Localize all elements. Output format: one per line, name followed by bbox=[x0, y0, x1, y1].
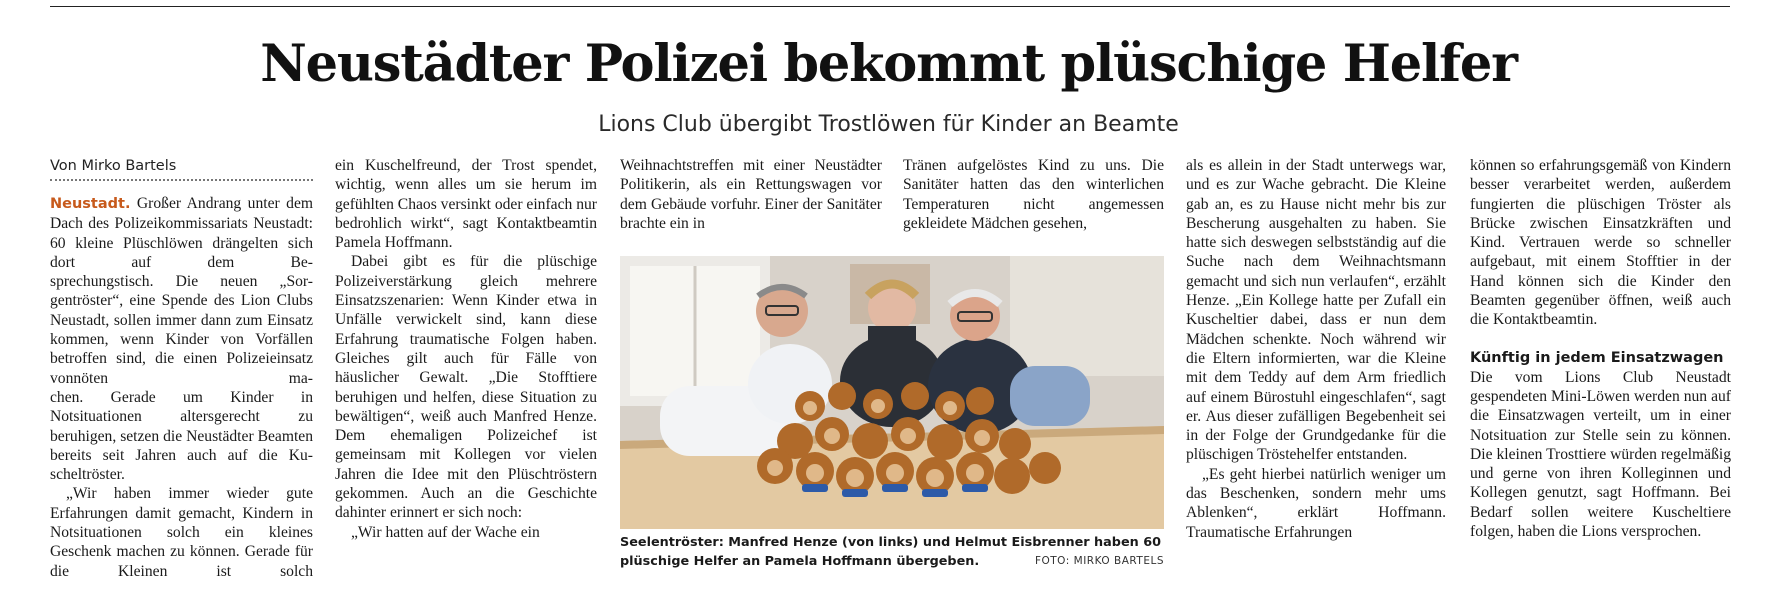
paragraph: „Es geht hierbei natürlich weniger um das Beschenken, sondern mehr ums Ablenken“, erklärt Hoffmann. Traumatische Erfahrungen bbox=[1186, 465, 1446, 541]
article-column-6 bbox=[1470, 156, 1731, 541]
crosshead: Künftig in jedem Einsatzwagen bbox=[1470, 349, 1724, 366]
subheadline: Lions Club übergibt Trostlöwen für Kinder an Beamte bbox=[598, 112, 1179, 137]
photo-credit: FOTO: MIRKO BARTELS bbox=[1034, 555, 1164, 567]
paragraph: Weihnachtstreffen mit einer Neustädter Politikerin, als ein Rettungswagen vor dem Gebäude vorfuhr. Einer der Sanitäter brachte ein in bbox=[620, 157, 882, 232]
paragraph: scheltröster. bbox=[50, 466, 125, 484]
paragraph: Tränen aufgelöstes Kind zu uns. Die Sanitäter hatten das den winterlichen Temperaturen nicht angemessen gekleidete Mädchen gesehen, bbox=[903, 157, 1164, 232]
article-column-1 bbox=[50, 156, 313, 581]
article-column-5 bbox=[1186, 156, 1446, 542]
paragraph: Neustadt. Großer Andrang unter dem Dach des Polizeikommissariats Neustadt: 60 kleine Plüschlöwen drängelten sich dort auf dem Be- bbox=[50, 195, 313, 271]
paragraph: sprechungstisch. Die neuen „Sor- bbox=[50, 273, 313, 291]
paragraph: „Wir haben immer wieder gute Erfahrungen damit gemacht, Kindern in Notsituationen solch ein kleines Geschenk machen zu können. Gerade für die Kleinen ist solch bbox=[50, 485, 313, 580]
article-column-2 bbox=[335, 156, 597, 542]
photo-caption: Seelentröster: Manfred Henze (von links) und Helmut Eisbrenner haben 60 plüschige Helfer an Pamela Hoffmann übergeben. FOTO: MIRKO BARTELS bbox=[620, 535, 1164, 569]
dateline: Neustadt. bbox=[50, 196, 131, 212]
paragraph: chen. Gerade um Kinder in Notsituationen altersgerecht zu beruhigen, setzen die Neustädter Beamten bereits seit Jahren auch auf die Ku- bbox=[50, 388, 313, 464]
paragraph: als es allein in der Stadt unterwegs war, und es zur Wache gebracht. Die Kleine gab an, es zu Hause nicht mehr bis zur Bescherung ausgehalten zu haben. Sie hatte sich deswegen selbstständig auf die Suche nach dem Weihnachtsmann gemacht und sich nun verlaufen“, erzählt Henze. „Ein Kollege hatte per Zufall ein Kuscheltier dabei, dass er nun dem Mädchen schenkte. Noch während wir die Eltern informierten, war die Kleine mit dem Teddy auf dem Arm friedlich auf einem Bürostuhl eingeschlafen“, sagt er. Aus dieser zufälligen Begebenheit sei in der Folge der Grundgedanke für die plüschigen Tröstehelfer entstanden. bbox=[1186, 157, 1446, 464]
paragraph: „Wir hatten auf der Wache ein bbox=[351, 523, 540, 541]
top-rule bbox=[50, 6, 1730, 7]
article-column-3 bbox=[620, 156, 882, 233]
paragraph: Die vom Lions Club Neustadt gespendeten Mini-Löwen werden nun auf die Einsatzwagen verteilt, um in einer Notsituation zur Stelle sein zu können. Die kleinen Trosttiere würden regelmäßig und gerne von ihren Kolleginnen und Kollegen genutzt, sagt Hoffmann. Bei Bedarf sollen weitere Kuscheltiere folgen, haben die Lions versprochen. bbox=[1470, 368, 1731, 541]
paragraph: Dabei gibt es für die plüschige Polizeiverstärkung gleich mehrere Einsatzszenarien: Wenn Kinder etwa in Unfälle verwickelt sind, kann diese Erfahrung traumatische Folgen haben. Gleiches gilt auch für Fälle von häuslicher Gewalt. „Die Stofftiere beruhigen und helfen, diese Situation zu bewältigen“, weiß auch Manfred Henze. Dem ehemaligen Polizeichef ist gemeinsam mit Kollegen vor vielen Jahren die Idee mit den Plüschtröstern gekommen. Auch an die Geschichte dahinter erinnert er sich noch: bbox=[335, 253, 597, 522]
paragraph: können so erfahrungsgemäß von Kindern besser verarbeitet werden, außerdem fungierten die plüschigen Tröster als Brücke zwischen Einsatzkräften und Kind. Vertrauen werde so schneller aufgebaut, mit einem Stofftier in der Hand können sich die Kinder den Beamten gegenüber öffnen, weiß auch die Kontaktbeamtin. bbox=[1470, 157, 1731, 329]
author-byline: Von Mirko Bartels bbox=[50, 156, 313, 181]
paragraph: ein Kuschelfreund, der Trost spendet, wichtig, wenn alles um sie herum im gefühlten Chaos versinkt oder einfach nur bedrohlich wirkt“, sagt Kontaktbeamtin Pamela Hoffmann. bbox=[335, 157, 597, 252]
headline: Neustädter Polizei bekommt plüschige Helfer bbox=[260, 34, 1517, 94]
article-photo bbox=[620, 256, 1164, 529]
paragraph: gentröster“, eine Spende des Lion Clubs Neustadt, sollen immer dann zum Einsatz kommen, wenn Kinder von Vorfällen betroffen sind, die einen Polizeieinsatz vonnöten ma- bbox=[50, 292, 313, 387]
article-column-4 bbox=[903, 156, 1164, 233]
